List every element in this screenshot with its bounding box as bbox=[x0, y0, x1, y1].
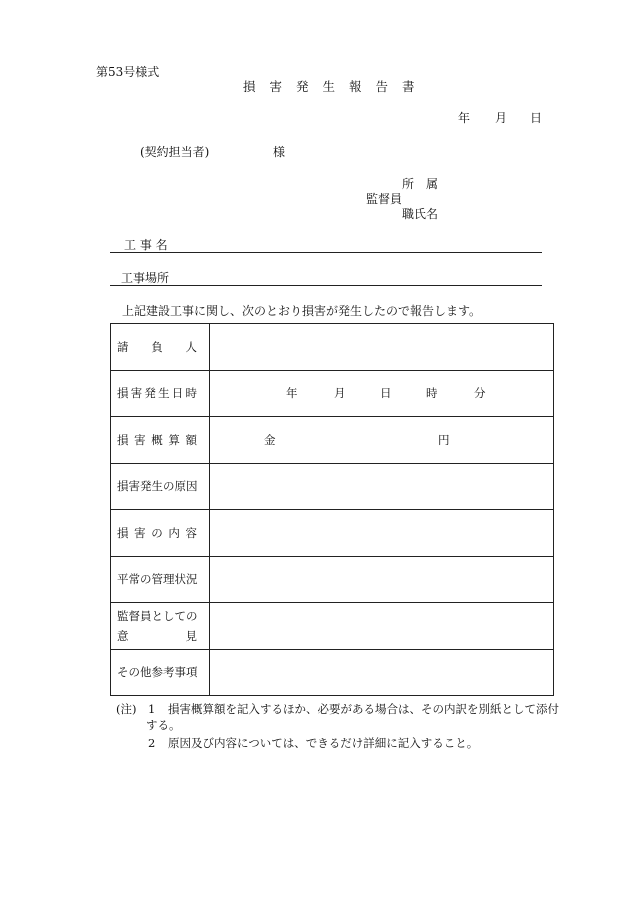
content-label: 損 害 の 内 容 bbox=[111, 510, 210, 557]
project-name-label: 工 事 名 bbox=[124, 238, 168, 252]
document-title: 損害発生報告書 bbox=[243, 79, 429, 94]
datetime-label: 損 害 発 生 日 時 bbox=[111, 370, 210, 417]
contractor-label: 請 負 人 bbox=[111, 324, 210, 371]
form-number: 第53号様式 bbox=[96, 65, 160, 79]
table-row bbox=[111, 463, 554, 510]
datetime-day-unit: 日 bbox=[380, 386, 392, 401]
datetime-year-unit: 年 bbox=[286, 386, 298, 401]
cause-label: 損害発生の原因 bbox=[111, 463, 210, 510]
note-1-continuation: する。 bbox=[146, 718, 181, 732]
addressee-role: (契約担当者) bbox=[140, 145, 210, 159]
supervisor-opinion-value[interactable] bbox=[210, 603, 554, 650]
project-location-underline bbox=[110, 285, 542, 286]
date-month-label: 月 bbox=[495, 111, 508, 125]
note-1-number: 1 bbox=[148, 702, 156, 716]
table-row bbox=[111, 324, 554, 371]
management-label: 平常の管理状況 bbox=[111, 556, 210, 603]
amount-value[interactable] bbox=[210, 417, 554, 464]
datetime-minute-unit: 分 bbox=[474, 386, 486, 401]
note-1-text: 損害概算額を記入するほか、必要がある場合は、その内訳を別紙として添付 bbox=[168, 702, 559, 716]
datetime-value[interactable] bbox=[210, 370, 554, 417]
management-value[interactable] bbox=[210, 556, 554, 603]
project-name-underline bbox=[110, 252, 542, 253]
table-row bbox=[111, 417, 554, 464]
note-2-number: 2 bbox=[148, 736, 156, 750]
notes-prefix: (注) bbox=[116, 702, 137, 716]
table-row bbox=[111, 556, 554, 603]
report-table bbox=[110, 323, 554, 696]
supervisor-opinion-label: 監督員としての 意 見 bbox=[111, 603, 210, 650]
table-row bbox=[111, 603, 554, 650]
amount-label: 損 害 概 算 額 bbox=[111, 417, 210, 464]
addressee-honorific: 様 bbox=[273, 145, 286, 159]
datetime-month-unit: 月 bbox=[334, 386, 346, 401]
amount-prefix: 金 bbox=[264, 432, 276, 447]
project-location-label: 工事場所 bbox=[121, 271, 170, 285]
datetime-hour-unit: 時 bbox=[426, 386, 438, 401]
cause-value[interactable] bbox=[210, 463, 554, 510]
sender-name-title: 職氏名 bbox=[402, 207, 439, 221]
note-2-text: 原因及び内容については、できるだけ詳細に記入すること。 bbox=[168, 736, 479, 750]
contractor-value[interactable] bbox=[210, 324, 554, 371]
table-row bbox=[111, 510, 554, 557]
other-label: その他参考事項 bbox=[111, 649, 210, 696]
date-day-label: 日 bbox=[530, 111, 543, 125]
intro-text: 上記建設工事に関し、次のとおり損害が発生したので報告します。 bbox=[122, 304, 482, 318]
sender-position: 監督員 bbox=[366, 192, 403, 206]
amount-suffix: 円 bbox=[438, 432, 450, 447]
table-row bbox=[111, 649, 554, 696]
date-year-label: 年 bbox=[458, 111, 471, 125]
content-value[interactable] bbox=[210, 510, 554, 557]
other-value[interactable] bbox=[210, 649, 554, 696]
sender-affiliation: 所 属 bbox=[402, 177, 439, 191]
table-row bbox=[111, 370, 554, 417]
